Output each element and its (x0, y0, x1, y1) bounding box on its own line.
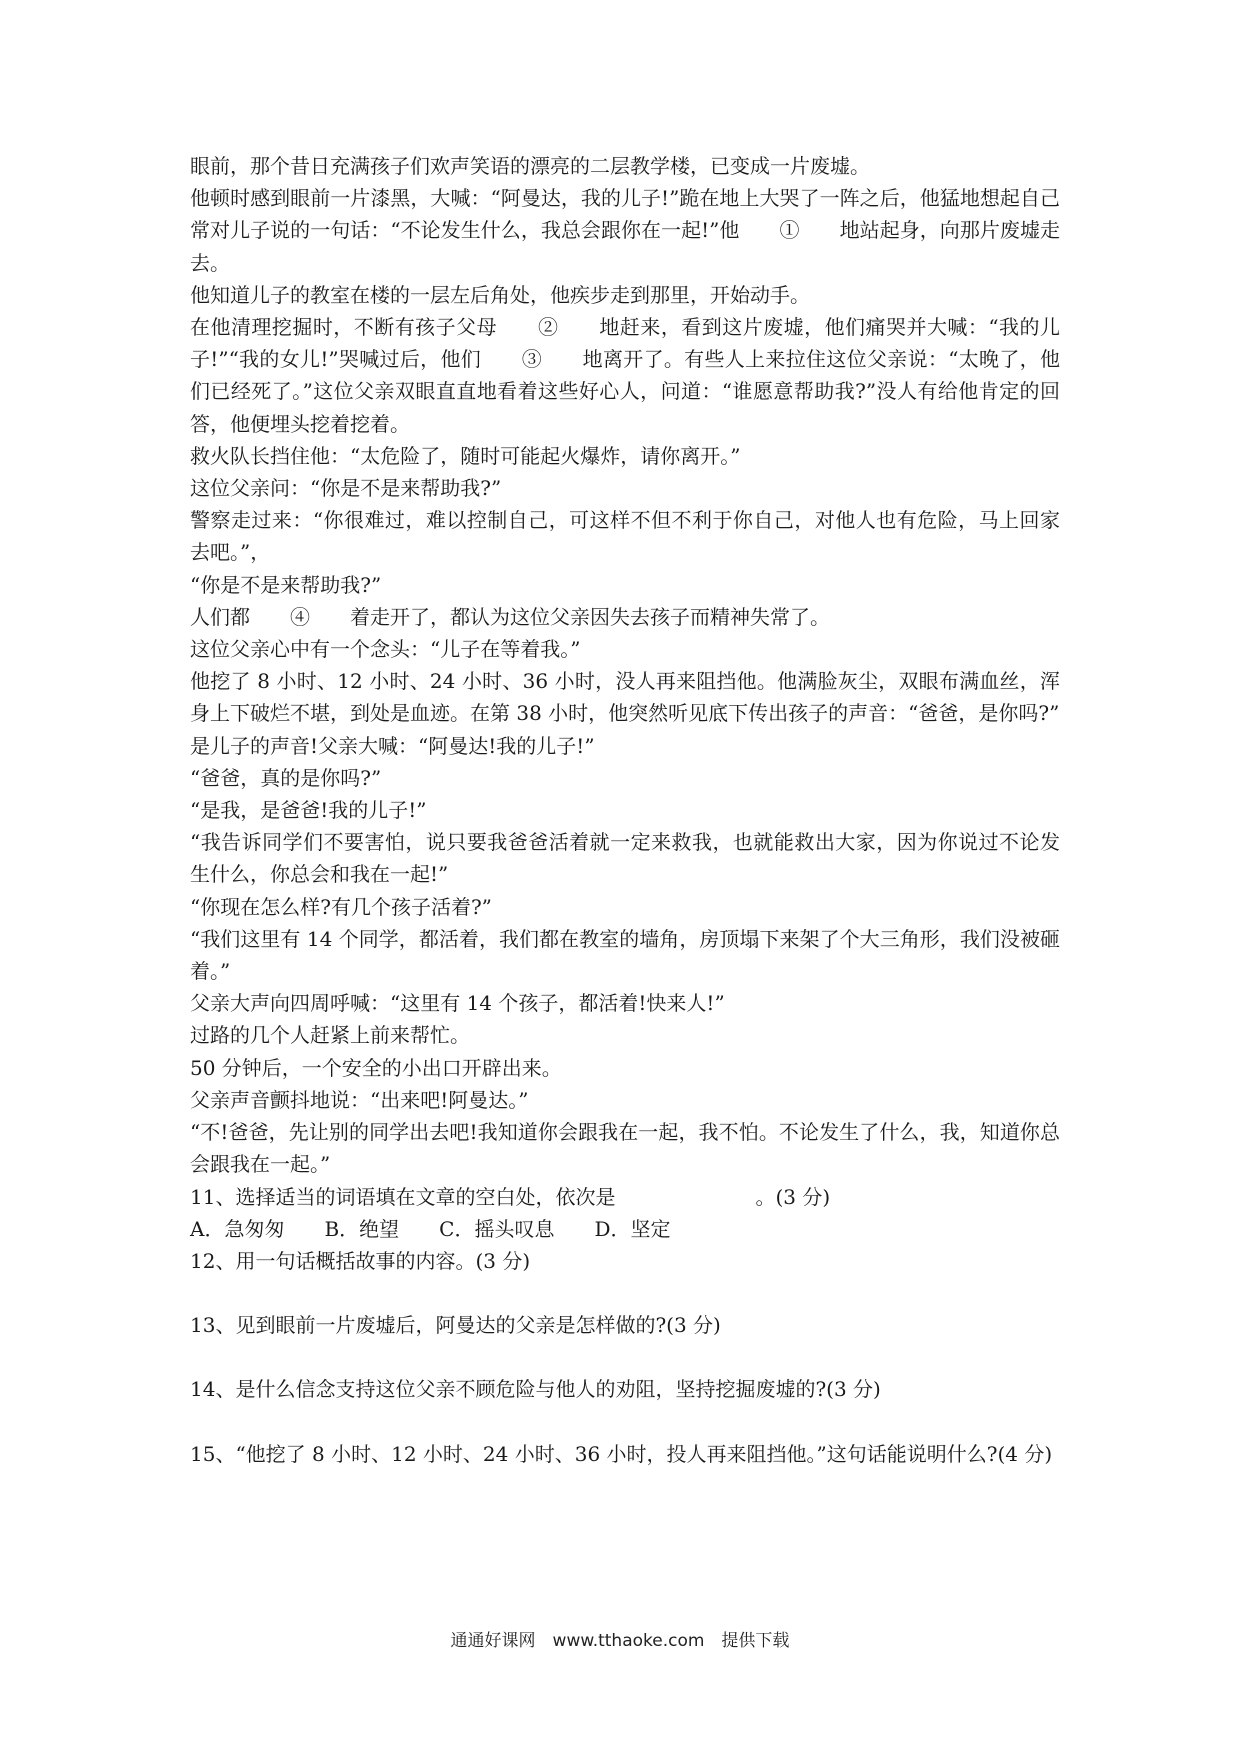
page-footer: 通通好课网 www.tthaoke.com 提供下载 (450, 1631, 790, 1651)
passage-paragraph: 他顿时感到眼前一片漆黑，大喊：“阿曼达，我的儿子!”跪在地上大哭了一阵之后，他猛地想起自己常对儿子说的一句话：“不论发生什么，我总会跟你在一起!”他 ① 地站起身，向那片废墟走去。 (190, 186, 1060, 275)
passage-paragraph: “你是不是来帮助我?” (190, 572, 382, 597)
reading-passage (190, 150, 1060, 1181)
question-11: 11、选择适当的词语填在文章的空白处，依次是 。(3 分) (190, 1184, 831, 1209)
passage-paragraph: “是我，是爸爸!我的儿子!” (190, 798, 427, 823)
question-15: 15、“他挖了 8 小时、12 小时、24 小时、36 小时，投人再来阻挡他。”这句话能说明什么?(4 分) (190, 1441, 1053, 1466)
passage-paragraph: “爸爸，真的是你吗?” (190, 765, 382, 790)
passage-paragraph: 他知道儿子的教室在楼的一层左后角处，他疾步走到那里，开始动手。 (190, 282, 810, 307)
question-12: 12、用一句话概括故事的内容。(3 分) (190, 1248, 531, 1273)
answer-space (190, 1341, 1060, 1373)
passage-paragraph: 父亲大声向四周呼喊：“这里有 14 个孩子，都活着!快来人!” (190, 991, 725, 1016)
option-b: B．绝望 (324, 1216, 400, 1241)
question-section (190, 1181, 1060, 1470)
passage-paragraph: 眼前，那个昔日充满孩子们欢声笑语的漂亮的二层教学楼，已变成一片废墟。 (190, 154, 870, 178)
question-13: 13、见到眼前一片废墟后，阿曼达的父亲是怎样做的?(3 分) (190, 1313, 721, 1338)
option-d: D．坚定 (594, 1216, 671, 1241)
answer-space (190, 1277, 1060, 1309)
exam-page (190, 150, 1060, 1470)
passage-paragraph: 他挖了 8 小时、12 小时、24 小时、36 小时，没人再来阻挡他。他满脸灰尘，双眼布满血丝，浑身上下破烂不堪，到处是血迹。在第 38 小时，他突然听见底下传出孩子的声音：“爸爸，是你吗?” (190, 669, 1060, 726)
passage-paragraph: 人们都 ④ 着走开了，都认为这位父亲因失去孩子而精神失常了。 (190, 604, 830, 629)
passage-paragraph: 是儿子的声音!父亲大喊：“阿曼达!我的儿子!” (190, 733, 595, 758)
passage-paragraph: 父亲声音颤抖地说：“出来吧!阿曼达。” (190, 1087, 529, 1112)
passage-paragraph: “我告诉同学们不要害怕，说只要我爸爸活着就一定来救我，也就能救出大家，因为你说过不论发生什么，你总会和我在一起!” (190, 830, 1060, 887)
question-14: 14、是什么信念支持这位父亲不顾危险与他人的劝阻，坚持挖掘废墟的?(3 分) (190, 1377, 881, 1402)
passage-paragraph: “不!爸爸，先让别的同学出去吧!我知道你会跟我在一起，我不怕。不论发生了什么，我，知道你总会跟我在一起。” (190, 1120, 1060, 1177)
option-a: A．急匆匆 (190, 1216, 285, 1241)
question-11-options (190, 1213, 1060, 1245)
passage-paragraph: 这位父亲心中有一个念头：“儿子在等着我。” (190, 637, 581, 662)
passage-paragraph: 警察走过来：“你很难过，难以控制自己，可这样不但不利于你自己，对他人也有危险，马上回家去吧。”， (190, 508, 1060, 565)
option-c: C．摇头叹息 (439, 1216, 555, 1241)
passage-paragraph: 救火队长挡住他：“太危险了，随时可能起火爆炸，请你离开。” (190, 443, 741, 468)
passage-paragraph: 50 分钟后，一个安全的小出口开辟出来。 (190, 1055, 562, 1080)
passage-paragraph: 这位父亲问：“你是不是来帮助我?” (190, 476, 502, 501)
passage-paragraph: 在他清理挖掘时，不断有孩子父母 ② 地赶来，看到这片废墟，他们痛哭并大喊：“我的儿子!”“我的女儿!”哭喊过后，他们 ③ 地离开了。有些人上来拉住这位父亲说：“太晚了，他们已经死了。”这位父亲双眼直直地看着这些好心人，问道：“谁愿意帮助我?”没人有给他肯定的回答，他便埋头挖着挖着。 (190, 315, 1060, 436)
passage-paragraph: 过路的几个人赶紧上前来帮忙。 (190, 1023, 470, 1048)
passage-paragraph: “我们这里有 14 个同学，都活着，我们都在教室的墙角，房顶塌下来架了个大三角形，我们没被砸着。” (190, 926, 1060, 984)
answer-space (190, 1406, 1060, 1438)
passage-paragraph: “你现在怎么样?有几个孩子活着?” (190, 894, 492, 919)
